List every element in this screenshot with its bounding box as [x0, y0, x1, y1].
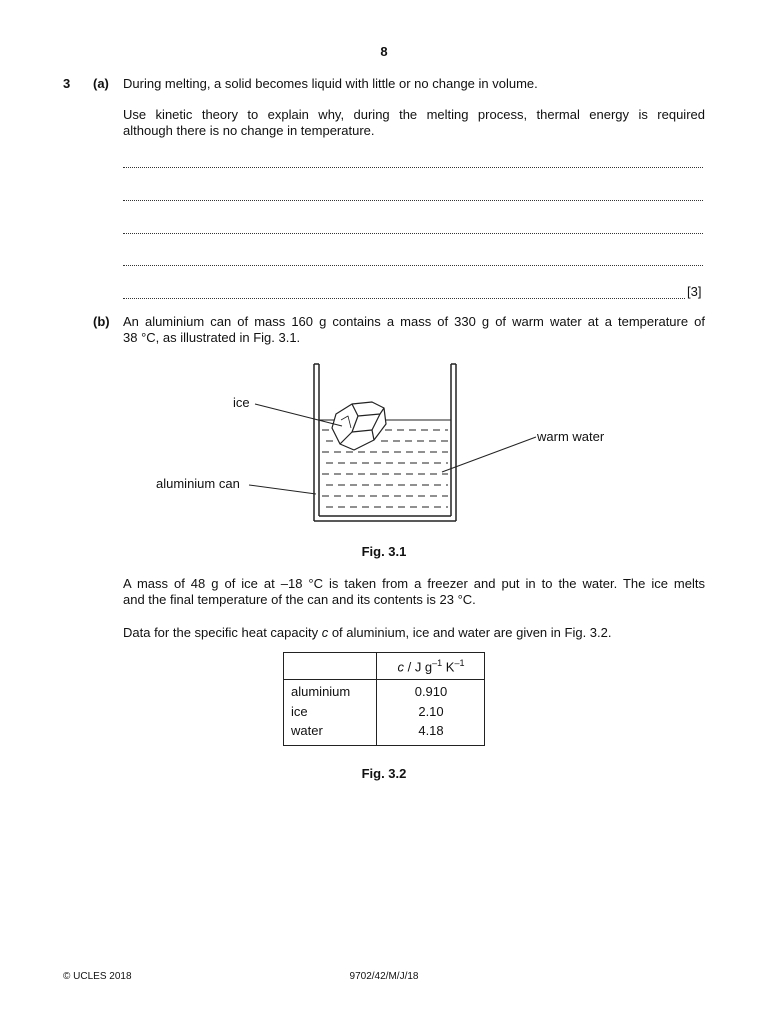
- data-var: c: [321, 625, 329, 640]
- table-row-material: water: [291, 723, 323, 738]
- fig-3-2-caption: Fig. 3.2: [361, 766, 407, 781]
- marks-label: [3]: [687, 284, 702, 299]
- table-row-material: aluminium: [291, 684, 351, 699]
- table-row-value: 4.18: [418, 723, 444, 738]
- part-b-label: (b): [93, 314, 110, 329]
- instruction-line-2: although there is no change in temperature.: [123, 123, 375, 138]
- warm-water-label: warm water: [537, 429, 605, 444]
- table-divider-horizontal: [284, 679, 484, 680]
- ice-paragraph: [123, 576, 705, 608]
- fig-3-1-caption: Fig. 3.1: [361, 544, 407, 559]
- ice-line-2: and the final temperature of the can and its contents is 23 °C.: [123, 592, 476, 607]
- footer-copyright: © UCLES 2018: [63, 971, 132, 982]
- data-pre: Data for the specific heat capacity: [123, 625, 322, 640]
- part-a-label: (a): [93, 76, 109, 91]
- header-var: c: [397, 659, 404, 675]
- intro-line-2: 38 °C, as illustrated in Fig. 3.1.: [123, 330, 301, 345]
- ice-label: ice: [233, 395, 250, 410]
- header-unit: / J g: [403, 659, 433, 675]
- leader-lines: [249, 404, 536, 494]
- table-row-value: 2.10: [418, 704, 444, 719]
- table-row-value: 0.910: [414, 684, 448, 699]
- question-number: 3: [63, 76, 71, 91]
- header-exp-1: –1: [432, 658, 443, 668]
- ice-line-1: A mass of 48 g of ice at –18 °C is taken from a freezer and put in to the water. The ice melts: [123, 576, 705, 591]
- aluminium-can-outline: [314, 364, 456, 521]
- footer-code: 9702/42/M/J/18: [349, 971, 419, 982]
- page-number: 8: [380, 44, 388, 59]
- intro-line-1: An aluminium can of mass 160 g contains a mass of 330 g of warm water at a temperature of: [123, 314, 705, 329]
- instruction-line-1: Use kinetic theory to explain why, during the melting process, thermal energy is required: [123, 107, 705, 122]
- header-exp-2: –1: [454, 658, 465, 668]
- table-header: [376, 658, 486, 674]
- data-paragraph: [123, 625, 611, 640]
- header-k: K: [442, 659, 455, 675]
- table-row-material: ice: [291, 704, 308, 719]
- part-a-statement: During melting, a solid becomes liquid with little or no change in volume.: [123, 76, 538, 91]
- specific-heat-table: [283, 652, 485, 746]
- data-post: of aluminium, ice and water are given in Fig. 3.2.: [328, 625, 612, 640]
- aluminium-can-label: aluminium can: [156, 476, 240, 491]
